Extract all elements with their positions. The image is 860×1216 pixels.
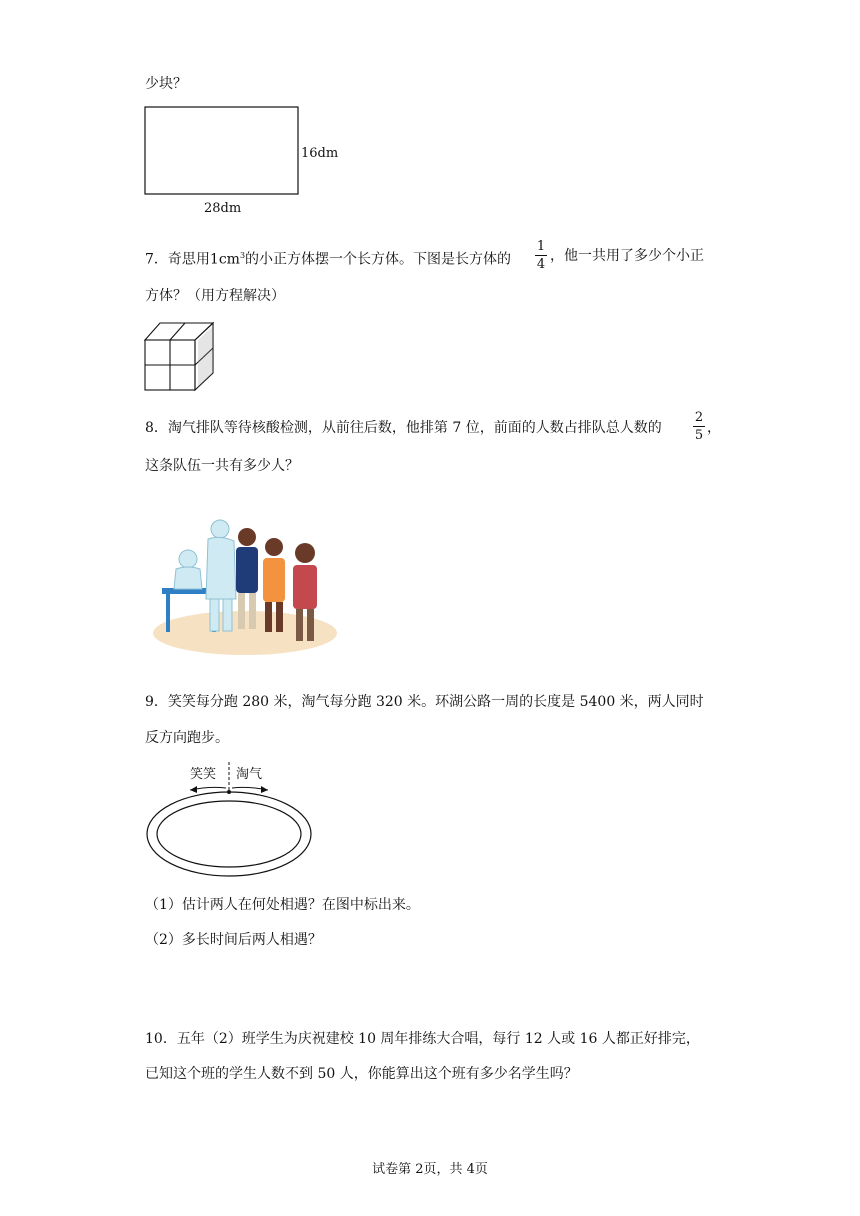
q7-fraction [535,239,547,272]
q6-continuation: 少块？ [145,76,187,92]
cube-diagram [140,318,230,398]
q9-line2: 反方向跑步。 [145,730,229,746]
q8-line2: 这条队伍一共有多少人？ [145,458,299,474]
queue-illustration [150,515,340,660]
label-taoqi: 淘气 [236,767,263,782]
q7-text-b: 的小正方体摆一个长方体。下图是长方体的 [245,251,512,268]
q8-frac-denominator: 5 [694,428,704,443]
q7-frac-denominator: 4 [536,257,546,272]
q8-comma: ， [707,420,721,436]
q7-line2: 方体？（用方程解决） [145,288,285,304]
q7-text-c: ，他一共用了多少个小正 [550,248,704,264]
rect-height-label: 16dm [301,146,339,161]
q8-frac-numerator: 2 [694,410,704,425]
track-inner [157,801,301,867]
q8-line1: 8．淘气排队等待核酸检测，从前往后数，他排第 7 位，前面的人数占排队总人数的 [145,420,662,436]
q9-sub2: （2）多长时间后两人相遇？ [145,932,322,948]
q9-line1: 9．笑笑每分跑 280 米，淘气每分跑 320 米。环湖公路一周的长度是 5400 米，两人同时 [145,694,704,710]
q10-line2: 已知这个班的学生人数不到 50 人，你能算出这个班有多少名学生吗？ [145,1066,578,1082]
q8-fraction [693,410,705,443]
q7-text-a: 7．奇思用1cm [145,251,240,268]
label-xiaoxiao: 笑笑 [190,767,217,782]
track-diagram [140,758,320,883]
q7-frac-numerator: 1 [536,239,546,254]
page-footer: 试卷第 2页，共 4页 [372,1162,488,1177]
rectangle-diagram [140,100,370,220]
rectangle-shape [145,107,298,194]
q7-superscript: 3 [239,251,246,260]
q10-line1: 10．五年（2）班学生为庆祝建校 10 周年排练大合唱，每行 12 人或 16 人都正好排完， [145,1031,700,1047]
q7-line1 [145,246,511,270]
track-outer [147,792,311,876]
q9-sub1: （1）估计两人在何处相遇？在图中标出来。 [145,897,420,913]
rect-width-label: 28dm [204,201,242,216]
